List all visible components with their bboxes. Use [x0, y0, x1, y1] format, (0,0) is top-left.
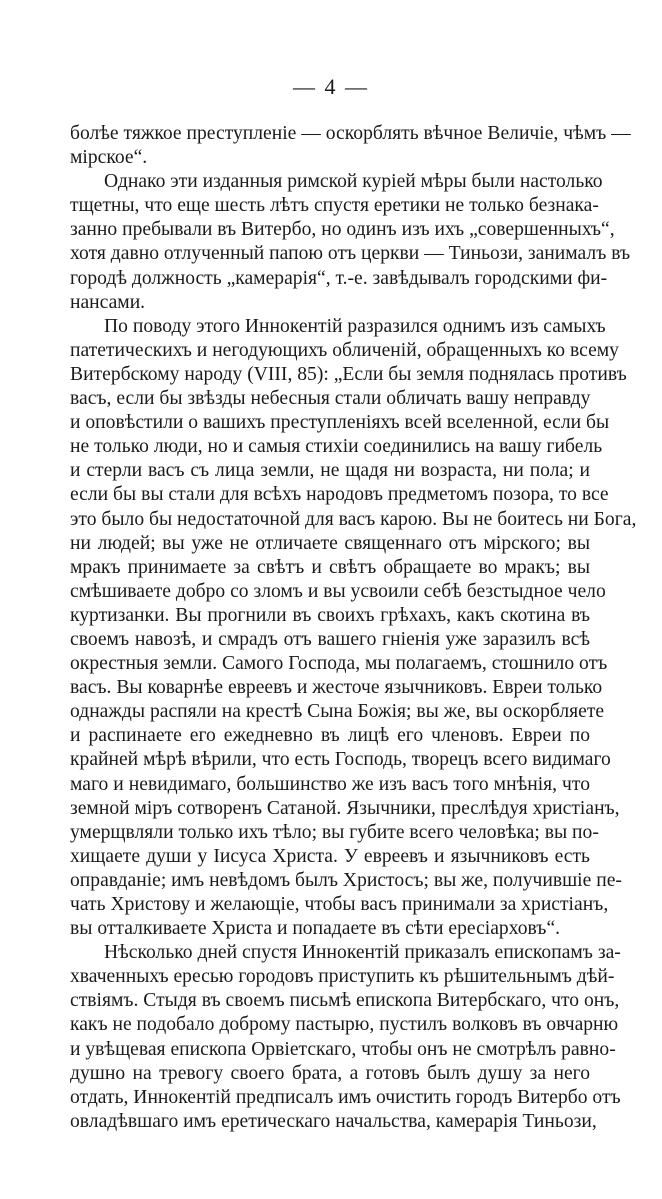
text-line: чать Христову и желающіе, чтобы васъ принимали за христіанъ, — [70, 894, 609, 915]
text-line: вы отталкиваете Христа и попадаете въ сѣти ересіарховъ“. — [70, 918, 561, 940]
text-line: земной міръ сотворенъ Сатаной. Язычники, преслѣдуя христіанъ, — [70, 797, 620, 819]
text-line: хотя давно отлученный папою отъ церкви — Тиньози, занималъ въ — [70, 243, 631, 265]
text-line: не только люди, но и самыя стихіи соединились на вашу гибель — [70, 436, 603, 458]
text-line: окрестныя земли. Самого Господа, мы полагаемъ, стошнило отъ — [70, 653, 608, 675]
text-line: и распинаете его ежедневно въ лицѣ его членовъ. Евреи по — [70, 725, 590, 747]
body-text — [70, 122, 637, 1134]
text-line: овладѣвшаго имъ еретическаго начальства, камерарія Тиньози, — [70, 1110, 597, 1132]
text-line: нансами. — [70, 291, 146, 313]
paragraph — [70, 122, 631, 170]
text-line: своемъ навозѣ, и смрадъ отъ вашего гніенія уже заразилъ всѣ — [70, 628, 590, 650]
text-line: тщетны, что еще шесть лѣтъ спустя еретики не только безнака- — [70, 195, 599, 217]
paragraph — [70, 315, 637, 941]
text-line: мракъ принимаете за свѣтъ и свѣтъ обращаете во мракъ; вы — [70, 556, 590, 578]
paragraph — [70, 170, 631, 315]
text-line: оправданіе; имъ невѣдомъ былъ Христосъ; вы же, получившіе пе- — [70, 869, 622, 891]
text-line: умерщвляли только ихъ тѣло; вы губите всего человѣка; вы по- — [70, 821, 599, 843]
text-line: занно пребывали въ Витербо, но одинъ изъ ихъ „совершенныхъ“, — [70, 219, 615, 241]
paragraph — [70, 941, 621, 1134]
text-line: ни людей; вы уже не отличаете священнаго отъ мірского; вы — [70, 532, 590, 554]
text-line: васъ. Вы коварнѣе евреевъ и жесточе язычниковъ. Евреи только — [70, 677, 603, 699]
text-line: городѣ должность „камерарія“, т.-е. завѣдывалъ городскими фи- — [70, 267, 608, 289]
text-line: если бы вы стали для всѣхъ народовъ предметомъ позора, то все — [70, 484, 609, 506]
text-line: маго и невидимаго, большинство же изъ васъ того мнѣнія, что — [70, 773, 590, 795]
text-line: и увѣщевая епископа Орвіетскаго, чтобы онъ не смотрѣлъ равно- — [70, 1038, 616, 1060]
text-line: душно на тревогу своего брата, а готовъ былъ душу за него — [70, 1062, 590, 1084]
text-line: болѣе тяжкое преступленіе — оскорблять вѣчное Величіе, чѣмъ — — [70, 123, 631, 144]
page-number: — 4 — — [293, 74, 369, 99]
text-line: крайней мѣрѣ вѣрили, что есть Господь, творецъ всего видимаго — [70, 749, 611, 771]
text-line: и стерли васъ съ лица земли, не щадя ни возраста, ни пола; и — [70, 460, 590, 482]
text-line: васъ, если бы звѣзды небесныя стали обличать вашу неправду — [70, 388, 591, 410]
text-line: хищаете души у Іисуса Христа. У евреевъ и язычниковъ есть — [70, 845, 590, 867]
text-line: По поводу этого Иннокентій разразился однимъ изъ самыхъ — [104, 315, 606, 337]
text-line: хваченныхъ ересью городовъ приступить къ рѣшительнымъ дѣй- — [70, 966, 615, 988]
text-line: куртизанки. Вы прогнили въ своихъ грѣхахъ, какъ скотина въ — [70, 604, 590, 626]
text-line: Однако эти изданныя римской куріей мѣры были настолько — [104, 171, 603, 193]
text-line: мірское“. — [70, 147, 148, 169]
text-line: смѣшиваете добро со зломъ и вы усвоили себѣ безстыдное чело — [70, 580, 606, 602]
text-line: отдать, Иннокентій предписалъ имъ очистить городъ Витербо отъ — [70, 1086, 621, 1108]
text-line: Витербскому народу (VIII, 85): „Если бы земля поднялась противъ — [70, 363, 627, 385]
text-line: ствіямъ. Стыдя въ своемъ письмѣ епископа Витербскаго, что онъ, — [70, 990, 620, 1012]
text-line: однажды распяли на крестѣ Сына Божія; вы же, вы оскорбляете — [70, 701, 605, 723]
text-line: Нѣсколько дней спустя Иннокентій приказалъ епископамъ за- — [104, 942, 621, 964]
text-line: какъ не подобало доброму пастырю, пустилъ волковъ въ овчарню — [70, 1014, 619, 1036]
text-line: это было бы недостаточной для васъ карою. Вы не боитесь ни Бога, — [70, 508, 637, 530]
text-line: патетическихъ и негодующихъ обличеній, обращенныхъ ко всему — [70, 339, 619, 361]
text-line: и оповѣстили о вашихъ преступленіяхъ всей вселенной, если бы — [70, 412, 610, 434]
